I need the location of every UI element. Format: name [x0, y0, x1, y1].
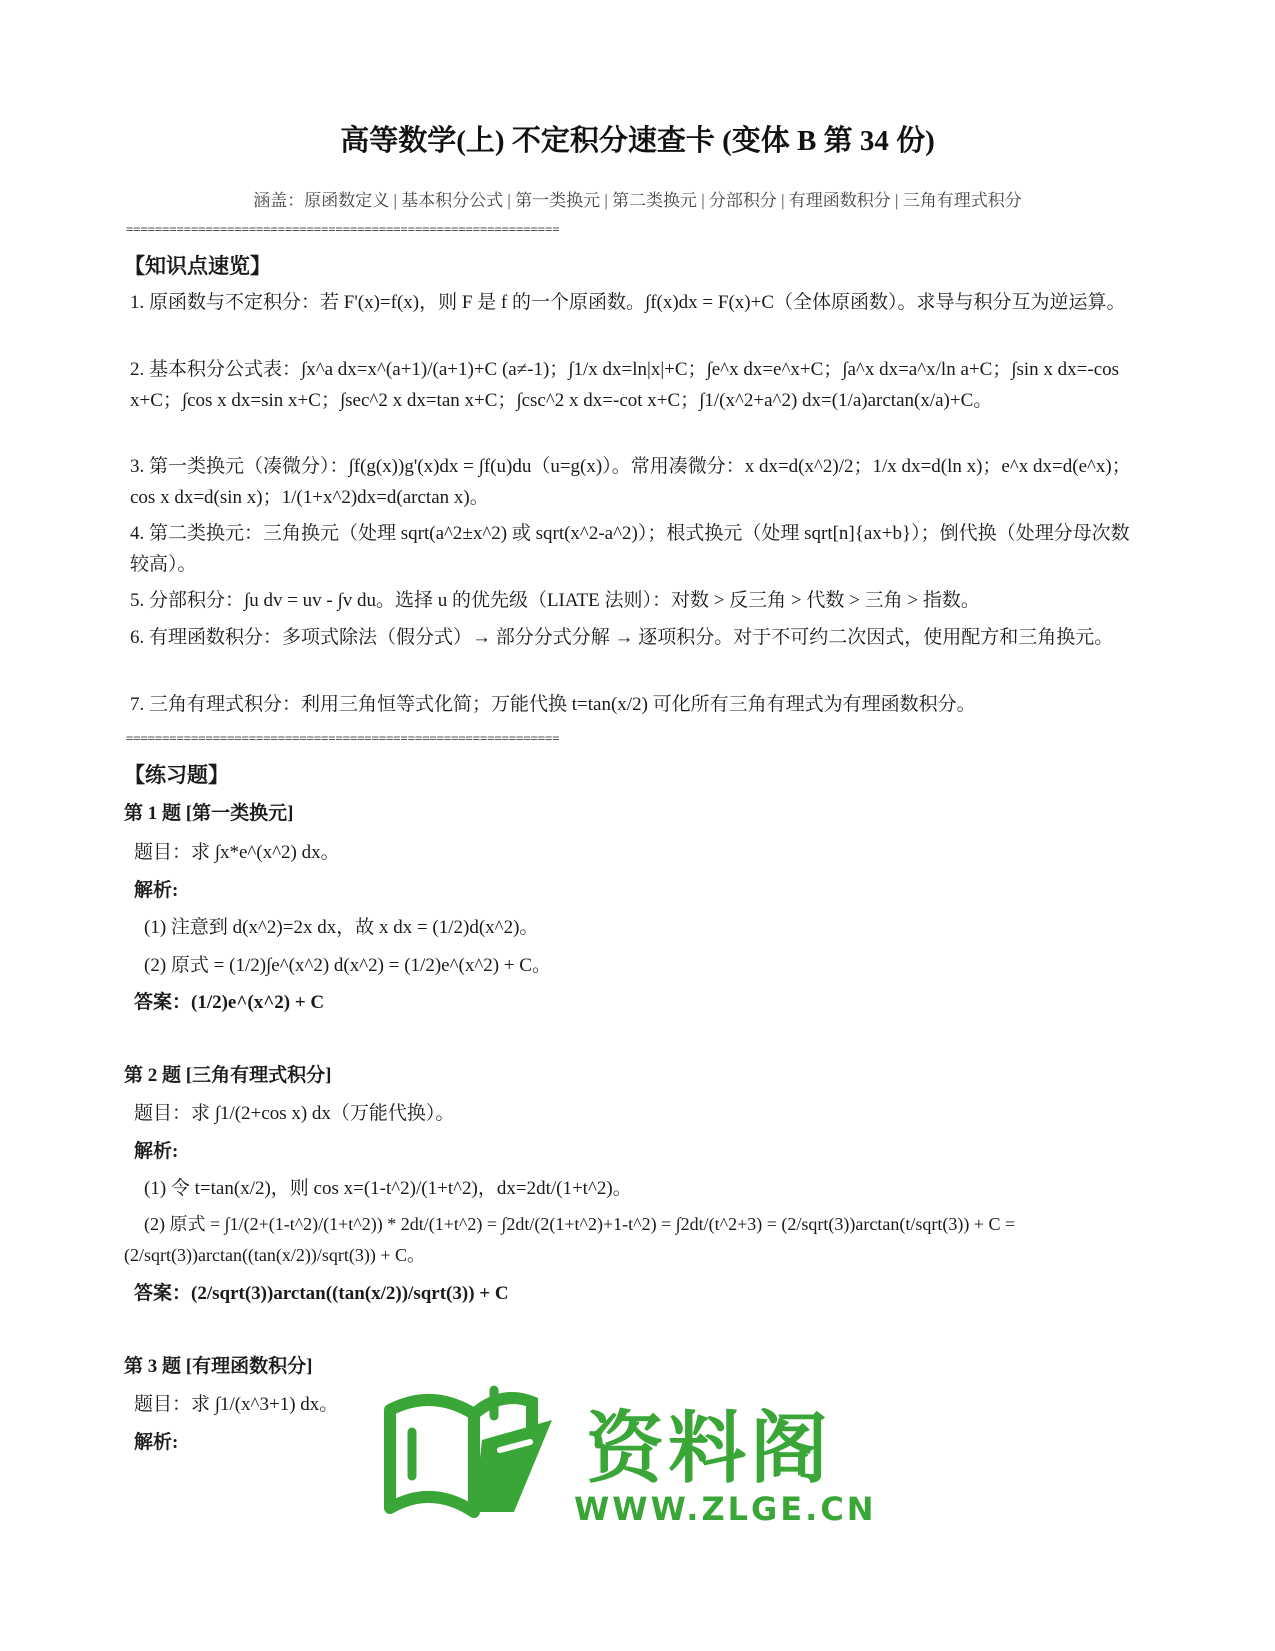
question-problem: 题目：求 ∫x*e^(x^2) dx。 — [134, 842, 340, 863]
knowledge-item: 6. 有理函数积分：多项式除法（假分式）→ 部分分式分解 → 逐项积分。对于不可约二次因式，使用配方和三角换元。 — [130, 627, 1114, 648]
answer-text: 答案：(1/2)e^(x^2) + C — [134, 992, 325, 1013]
question-title: 第 1 题 [第一类换元] — [124, 803, 294, 824]
analysis-step: (1) 注意到 d(x^2)=2x dx，故 x dx = (1/2)d(x^2)。 — [144, 917, 539, 938]
knowledge-item: 3. 第一类换元（凑微分）：∫f(g(x))g'(x)dx = ∫f(u)du（u=g(x)）。常用凑微分：x dx=d(x^2)/2；1/x dx=d(ln x)；e^x dx=d(e^x)；cos x dx=d(sin x)；1/(1+x^2)dx=d(arctan x)。 — [130, 456, 1131, 508]
knowledge-item: 5. 分部积分：∫u dv = uv - ∫v du。选择 u 的优先级（LIATE 法则）：对数 > 反三角 > 代数 > 三角 > 指数。 — [130, 590, 980, 611]
page-subtitle: 涵盖：原函数定义 | 基本积分公式 | 第一类换元 | 第二类换元 | 分部积分 | 有理函数积分 | 三角有理式积分 — [253, 191, 1022, 210]
analysis-label: 解析: — [134, 1432, 179, 1453]
knowledge-item: 7. 三角有理式积分：利用三角恒等式化简；万能代换 t=tan(x/2) 可化所有三角有理式为有理函数积分。 — [130, 694, 976, 715]
knowledge-item: 4. 第二类换元：三角换元（处理 sqrt(a^2±x^2) 或 sqrt(x^2-a^2)）；根式换元（处理 sqrt[n]{ax+b}）；倒代换（处理分母次数较高）。 — [130, 523, 1130, 575]
question-problem: 题目：求 ∫1/(x^3+1) dx。 — [134, 1394, 339, 1415]
answer-text: 答案：(2/sqrt(3))arctan((tan(x/2))/sqrt(3)) + C — [134, 1283, 509, 1304]
analysis-step: (2) 原式 = ∫1/(2+(1-t^2)/(1+t^2)) * 2dt/(1+t^2) = ∫2dt/(2(1+t^2)+1-t^2) = ∫2dt/(t^2+3) = (2/sqrt(3))arctan(t/sqrt(3)) + C = (2/sqrt(3))arctan((tan(x/2))/sqrt(3)) + C。 — [124, 1214, 1016, 1265]
watermark-brand: 资料阁 — [586, 1404, 833, 1494]
watermark-url: WWW.ZLGE.CN — [574, 1490, 877, 1528]
practice-heading: 【练习题】 — [124, 763, 229, 787]
analysis-label: 解析: — [134, 880, 179, 901]
page-title: 高等数学(上) 不定积分速查卡 (变体 B 第 34 份) — [340, 125, 935, 157]
open-book-icon — [382, 1380, 562, 1520]
separator-line: ============================================================ — [126, 222, 560, 236]
analysis-step: (2) 原式 = (1/2)∫e^(x^2) d(x^2) = (1/2)e^(x^2) + C。 — [144, 955, 551, 976]
separator-line: ============================================================ — [126, 731, 560, 745]
watermark-logo — [396, 1404, 877, 1590]
analysis-step: (1) 令 t=tan(x/2)，则 cos x=(1-t^2)/(1+t^2)，dx=2dt/(1+t^2)。 — [144, 1178, 632, 1199]
question-title: 第 3 题 [有理函数积分] — [124, 1356, 313, 1377]
question-title: 第 2 题 [三角有理式积分] — [124, 1065, 332, 1086]
question-problem: 题目：求 ∫1/(2+cos x) dx（万能代换）。 — [134, 1103, 455, 1124]
knowledge-item: 1. 原函数与不定积分：若 F'(x)=f(x)，则 F 是 f 的一个原函数。∫f(x)dx = F(x)+C（全体原函数）。求导与积分互为逆运算。 — [130, 292, 1126, 313]
knowledge-heading: 【知识点速览】 — [124, 254, 271, 278]
analysis-label: 解析: — [134, 1141, 179, 1162]
knowledge-item: 2. 基本积分公式表：∫x^a dx=x^(a+1)/(a+1)+C (a≠-1)；∫1/x dx=ln|x|+C；∫e^x dx=e^x+C；∫a^x dx=a^x/ln a+C；∫sin x dx=-cos x+C；∫cos x dx=sin x+C；∫sec^2 x dx=tan x+C；∫csc^2 x dx=-cot x+C；∫1/(x^2+a^2) dx=(1/a)arctan(x/a)+C。 — [130, 359, 1120, 411]
